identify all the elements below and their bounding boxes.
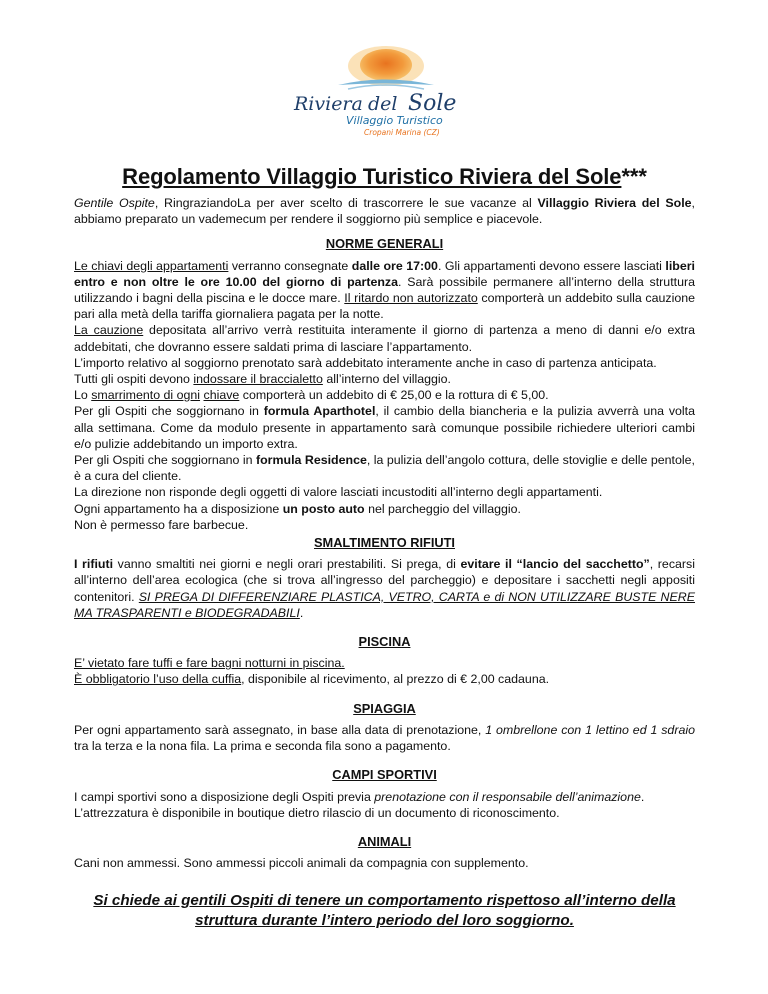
- animali-line-1: Cani non ammessi. Sono ammessi piccoli animali da compagnia con supplemento.: [74, 856, 529, 871]
- norme-p4-t1: Tutti gli ospiti devono: [74, 372, 194, 387]
- norme-p7-t2: , la pulizia dell’angolo cottura, delle stoviglie e delle pentole, è a cura del cliente.: [74, 453, 695, 484]
- rifiuti-t1: vanno smaltiti nei giorni e negli orari prestabiliti. Si prega, di: [113, 557, 461, 572]
- rifiuti-t3: .: [299, 605, 304, 620]
- intro-bold-1: Villaggio Riviera del Sole: [537, 196, 692, 210]
- norme-paragraph-7: [74, 452, 695, 484]
- section-heading-piscina: PISCINA: [358, 634, 411, 650]
- norme-paragraph-10: Non è permesso fare barbecue.: [74, 517, 249, 532]
- sun-logo-icon: [280, 38, 492, 138]
- campi-line-2: L’attrezzatura è disponibile in boutique dietro rilascio di un documento di riconoscimento.: [74, 805, 560, 820]
- norme-paragraph-9: [74, 501, 695, 517]
- norme-p1-t2: . Gli appartamenti devono essere lasciati: [437, 258, 666, 273]
- section-heading-spiaggia: SPIAGGIA: [353, 700, 416, 716]
- norme-p4-u: indossare il braccialetto: [193, 372, 323, 387]
- logo-subtitle: Villaggio Turistico: [346, 114, 443, 127]
- rifiuti-b1: I rifiuti: [74, 557, 114, 572]
- title-main: Regolamento Villaggio Turistico Riviera del Sole: [122, 164, 622, 189]
- wave-line-shape: [348, 85, 424, 89]
- norme-paragraph-5: [74, 387, 695, 403]
- norme-p1-t4: comporterà un addebito sulla cauzione pari alla metà della tariffa giornaliera pagata per la notte.: [74, 291, 695, 322]
- norme-p5-u2: chiave: [203, 388, 240, 403]
- closing-statement: Si chiede ai gentili Ospiti di tenere un comportamento rispettoso all’interno della struttura durante l’intero periodo del loro soggiorno.: [93, 892, 676, 930]
- rifiuti-b2: evitare il “lancio del sacchetto”: [460, 557, 650, 572]
- piscina-l2-u: È obbligatorio l’uso della cuffia: [74, 672, 242, 687]
- intro-greeting: Gentile Ospite: [74, 196, 155, 210]
- norme-paragraph-6: [74, 403, 695, 452]
- norme-p1-t1: verranno consegnate: [228, 258, 352, 273]
- norme-p1-t3: . Sarà possibile permanere all’interno della struttura utilizzando i bagni della piscina e le docce mare.: [74, 274, 695, 306]
- norme-p2-t: depositata all’arrivo verrà restituita interamente il giorno di partenza a meno di danni e/o extra addebitati, che dovranno essere saldati prima di lasciare l’appartamento.: [74, 323, 695, 354]
- norme-p4-t2: all’interno del villaggio.: [322, 372, 451, 387]
- norme-paragraph-1: [74, 258, 695, 323]
- spiaggia-i1: 1 ombrellone con 1 lettino ed 1 sdraio: [485, 722, 695, 737]
- campi-t2: .: [640, 789, 645, 804]
- norme-p7-t1: Per gli Ospiti che soggiornano in: [74, 453, 256, 468]
- norme-p5-t3: comporterà un addebito di € 25,00 e la rottura di € 5,00.: [239, 388, 549, 403]
- rifiuti-iu: SI PREGA DI DIFFERENZIARE PLASTICA, VETRO, CARTA e di NON UTILIZZARE BUSTE NERE MA TRASPARENTI e BIODEGRADABILI: [74, 589, 695, 620]
- intro-text-2: , abbiamo preparato un vademecum per rendere il soggiorno più semplice e piacevole.: [74, 196, 695, 227]
- norme-p1-u2: Il ritardo non autorizzato: [344, 291, 478, 306]
- norme-p1-u1: Le chiavi degli appartamenti: [74, 258, 229, 273]
- norme-p1-b1: dalle ore 17:00: [351, 258, 438, 273]
- document-body: [74, 163, 695, 931]
- norme-p1-b2: liberi entro e non oltre le ore 10.00 del giorno di partenza: [74, 258, 695, 289]
- logo-script-riviera: Riviera: [294, 93, 363, 115]
- campi-i1: prenotazione con il responsabile dell’animazione: [374, 789, 641, 804]
- intro-paragraph: [74, 195, 695, 227]
- spiaggia-t2: tra la terza e la nona fila. La prima e seconda fila sono a pagamento.: [74, 739, 451, 754]
- norme-p6-t1: Per gli Ospiti che soggiornano in: [74, 404, 264, 419]
- norme-p6-t2: , il cambio della biancheria e la pulizia avverrà una volta alla settimana. Come da modulo presente in appartamento sarà comunque possibile richiedere ulteriori cambi e/o pulizie addebitando un importo extra.: [74, 404, 695, 451]
- norme-paragraph-4: [74, 371, 695, 387]
- norme-p9-t2: nel parcheggio del villaggio.: [364, 501, 521, 516]
- title-stars: ***: [621, 164, 647, 189]
- piscina-line-2: [74, 671, 695, 687]
- campi-t1: I campi sportivi sono a disposizione degli Ospiti previa: [74, 789, 375, 804]
- norme-p9-t1: Ogni appartamento ha a disposizione: [74, 501, 283, 516]
- logo-script-del: del: [368, 93, 398, 115]
- section-heading-animali: ANIMALI: [357, 833, 412, 849]
- sun-shape: [360, 49, 412, 81]
- logo-script-sole: Sole: [408, 91, 457, 116]
- rifiuti-t2: , recarsi all’interno dell’area ecologica (che si trova all’ingresso del parcheggio) e depositare i sacchetti negli appositi contenitori.: [74, 557, 695, 604]
- piscina-line-1: E’ vietato fare tuffi e fare bagni notturni in piscina.: [74, 656, 345, 671]
- campi-line-1: [74, 789, 695, 805]
- logo-location: Cropani Marina (CZ): [364, 128, 440, 137]
- norme-p7-b: formula Residence: [255, 453, 367, 468]
- piscina-l2-t: , disponibile al ricevimento, al prezzo di € 2,00 cadauna.: [241, 672, 550, 687]
- norme-paragraph-2: [74, 322, 695, 354]
- norme-paragraph-3: L’importo relativo al soggiorno prenotato sarà addebitato interamente anche in caso di partenza anticipata.: [74, 355, 657, 370]
- spiaggia-t1: Per ogni appartamento sarà assegnato, in base alla data di prenotazione,: [74, 722, 486, 737]
- spiaggia-paragraph: [74, 722, 695, 754]
- section-heading-campi: CAMPI SPORTIVI: [332, 767, 437, 783]
- norme-p5-u1: smarrimento di ogni: [91, 388, 201, 403]
- page-title: [74, 163, 695, 191]
- norme-paragraph-8: La direzione non risponde degli oggetti di valore lasciati incustoditi all’interno degli appartamenti.: [74, 485, 603, 500]
- logo: [280, 38, 492, 138]
- norme-p5-t1: Lo: [74, 388, 92, 403]
- norme-p6-b: formula Aparthotel: [263, 404, 376, 419]
- intro-text-1: , RingraziandoLa per aver scelto di trascorrere le sue vacanze al: [154, 196, 538, 210]
- norme-p9-b: un posto auto: [282, 501, 365, 516]
- rifiuti-paragraph: [74, 556, 695, 621]
- section-heading-norme: NORME GENERALI: [325, 236, 444, 252]
- section-heading-rifiuti: SMALTIMENTO RIFIUTI: [314, 535, 455, 551]
- norme-p2-u: La cauzione: [74, 323, 144, 338]
